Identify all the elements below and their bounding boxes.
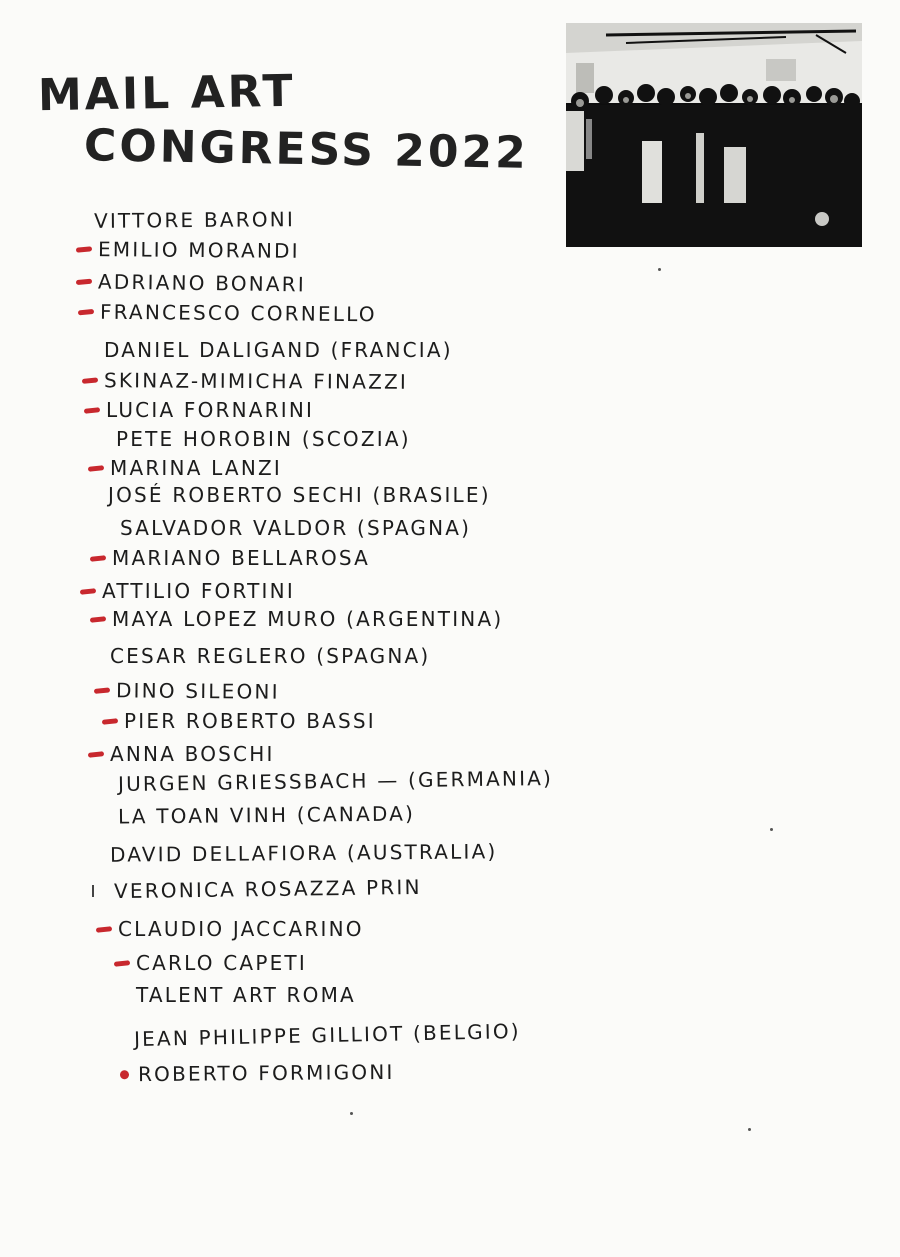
list-item [98, 234, 300, 266]
stray-pen-mark [92, 885, 94, 897]
attendee-name: VERONICA ROSAZZA PRIN [113, 874, 422, 904]
list-item [110, 739, 275, 769]
red-marker-icon [120, 1070, 130, 1080]
attendee-name: SALVADOR VALDOR (SPAGNA) [120, 516, 472, 540]
attendee-name: MAYA LOPEZ MURO (ARGENTINA) [112, 607, 504, 631]
page-title-line-1: MAIL ART [37, 65, 296, 122]
paper-speck [658, 268, 661, 271]
attendee-name: PETE HOROBIN (SCOZIA) [116, 427, 411, 451]
attendee-name: ATTILIO FORTINI [102, 579, 295, 603]
list-item [120, 513, 471, 543]
attendee-name: JEAN PHILIPPE GILLIOT (BELGIO) [133, 1018, 522, 1052]
red-marker-icon [90, 555, 106, 562]
attendee-name: JURGEN GRIESSBACH — (GERMANIA) [117, 765, 554, 797]
attendee-name: CARLO CAPETI [136, 951, 307, 975]
list-item [102, 576, 295, 606]
attendee-name: SKINAZ-MIMICHA FINAZZI [103, 368, 409, 394]
red-marker-icon [82, 377, 98, 384]
red-marker-icon [90, 616, 106, 623]
red-marker-icon [76, 246, 92, 253]
attendee-name: CLAUDIO JACCARINO [118, 917, 364, 941]
red-marker-icon [114, 960, 130, 967]
list-item [100, 297, 377, 329]
attendee-name: JOSÉ ROBERTO SECHI (BRASILE) [108, 483, 491, 507]
list-item [136, 948, 307, 978]
red-marker-icon [88, 465, 104, 472]
list-item [118, 914, 364, 944]
red-marker-icon [84, 407, 100, 414]
attendee-name: ROBERTO FORMIGONI [137, 1059, 395, 1087]
red-marker-icon [94, 687, 110, 694]
list-item [110, 641, 430, 671]
attendee-name: DANIEL DALIGAND (FRANCIA) [104, 338, 453, 362]
attendee-name: LA TOAN VINH (CANADA) [117, 801, 416, 829]
red-marker-icon [76, 279, 92, 285]
list-item [112, 604, 503, 634]
attendee-name: MARINA LANZI [110, 456, 282, 480]
attendee-name: CESAR REGLERO (SPAGNA) [110, 644, 431, 668]
red-marker-icon [78, 309, 94, 316]
attendee-name: ADRIANO BONARI [97, 269, 307, 297]
paper-speck [350, 1112, 353, 1115]
list-item [98, 267, 306, 300]
list-item [112, 543, 370, 573]
list-item [118, 763, 553, 799]
list-item [106, 395, 314, 425]
attendee-name: DINO SILEONI [115, 678, 280, 704]
page-title-line-2: CONGRESS 2022 [83, 120, 530, 179]
paper-speck [770, 828, 773, 831]
attendee-name: LUCIA FORNARINI [106, 398, 315, 422]
attendee-name: EMILIO MORANDI [97, 237, 300, 263]
list-item [136, 980, 356, 1010]
attendee-name: FRANCESCO CORNELLO [99, 299, 377, 327]
list-item [94, 204, 295, 236]
attendee-name: PIER ROBERTO BASSI [124, 709, 376, 733]
list-item [124, 706, 376, 736]
list-item [118, 798, 415, 831]
red-marker-icon [96, 926, 112, 933]
list-item [104, 335, 453, 365]
list-item [116, 675, 280, 706]
red-marker-icon [88, 751, 104, 758]
attendee-name: MARIANO BELLAROSA [112, 546, 371, 570]
attendee-name: ANNA BOSCHI [110, 742, 275, 766]
attendee-name: TALENT ART ROMA [136, 983, 356, 1007]
list-item [104, 365, 408, 397]
paper-speck [748, 1128, 751, 1131]
attendee-name: DAVID DELLAFIORA (AUSTRALIA) [109, 839, 498, 867]
list-item [114, 872, 422, 906]
list-item [110, 453, 282, 483]
list-item [138, 1057, 395, 1089]
list-item [108, 480, 491, 510]
list-item [134, 1016, 521, 1054]
red-marker-icon [80, 588, 96, 595]
list-item [116, 424, 411, 454]
attendee-name: VITTORE BARONI [93, 207, 296, 233]
red-marker-icon [102, 718, 118, 725]
list-item [110, 836, 498, 869]
